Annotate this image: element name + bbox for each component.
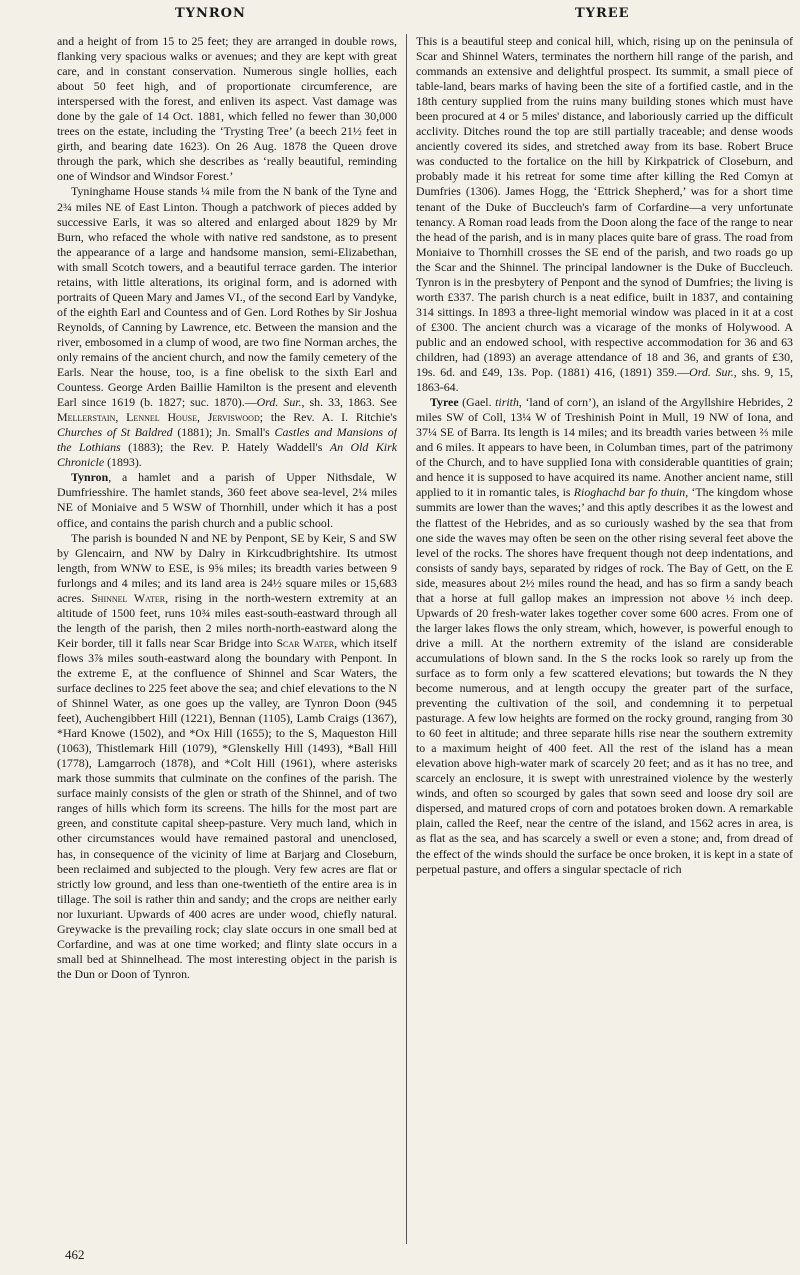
text: and a height of from 15 to 25 feet; they are arranged in double rows, flanking very spacious walks or avenues; and they are kept with great care, and in constant conservation. Numerous single hollies, each about 50 feet high, and of proportionate circumference, are interspersed with the forest, and enliven its aspect. Vast damage was done by the gale of 14 Oct. 1881, which felled no fewer than 30,000 trees on the estate, including the ‘Trysting Tree’ (a beech 21½ feet in girth, and bearing date 1623). On 26 Aug. 1878 the Queen drove through the park, which she describes as ‘really beautiful, reminding one of Windsor and Windsor Forest.’: [57, 34, 397, 184]
text: , ‘land of corn’), an island of the Argyllshire Hebrides, 2 miles SW of Coll, 13¼ W of Treshinish Point in Mull, 19 NW of Iona, and 37¼ SE of Barra. Its length is 14 miles; and its breadth varies between ⅔ mile and 6 miles. It appears to have been, in Columban times, part of the patrimony of the Church, and to have supplied Iona with considerable quantities of grain; and hence it is supposed to have acquired its name. Another ancient name, still applied to it in romantic tales, is: [416, 395, 793, 500]
book-title: Churches of St Baldred: [57, 425, 173, 440]
text: (1893).: [104, 455, 142, 470]
text: ; the Rev. A. I. Ritchie's: [259, 410, 397, 425]
paragraph: [57, 531, 397, 982]
left-column: [57, 34, 397, 1239]
entry-paragraph: [57, 470, 397, 530]
paragraph: [416, 34, 793, 395]
text: (Gael.: [458, 395, 496, 410]
gaelic-term: tirith: [495, 395, 519, 410]
headword: Tynron: [71, 470, 109, 485]
running-header: [0, 6, 800, 32]
paragraph: [57, 34, 397, 184]
text: , ‘The kingdom whose summits are lower than the waves;’ and this aptly describes it as the lowest and the flattest of the Hebrides, and as so curiously washed by the sea that from one side the waves may often be seen on the other rising several feet above the level of the rocks. The shores have frequent though not deep indentations, and consists of sandy bays, separated by ridges of rock. The Bay of Gett, on the E side, measures about 2½ miles round the head, and has so firm a sandy beach that a horse at full gallop makes an impression not above ½ inch deep. Upwards of 20 fresh-water lakes together cover some 600 acres. From one of the larger lakes flows the only stream, which, however, is powerful enough to drive a mill. At the northern extremity of the island are considerable accumulations of blown sand. In the S the rocks look so rarely up from the surface as to form only a few scattered elevations; but towards the N they become numerous, and at length occupy the greater part of the surface, preventing the cultivation of the soil, and condemning it to perpetual pasturage. A few low heights are formed on the rocky ground, ranging from 30 to 60 feet in altitude; and three separate hills rise near the southern extremity to a maximum height of 400 feet. All the rest of the island has a mean elevation above high-water mark of scarcely 20 feet; and as it has no tree, and scarcely an enclosure, it is swept with unrestrained violence by the westerly winds, and often so scourged by gales that sown seed and loose dry soil are dispersed, and matured crops of corn and potatoes broken down. A remarkable plain, called the Reef, near the centre of the island, and 1562 acres in area, is as flat as the sea, and has scarcely a swell or even a stone; and, from dread of the effect of the winds should the surface be once broken, it is kept in a state of perpetual pasture, and offers a singular spectacle of rich: [416, 485, 793, 876]
entry-paragraph: [416, 395, 793, 877]
text: , a hamlet and a parish of Upper Nithsdale, W Dumfriesshire. The hamlet stands, 360 feet above sea-level, 2¼ miles NE of Moniaive and 5 WSW of Thornhill, under which it has a post office, and contains the parish church and a public school.: [57, 470, 397, 530]
page-number: 462: [65, 1247, 85, 1262]
column-divider: [406, 34, 407, 1244]
right-column: [416, 34, 793, 1239]
header-right-title: TYREE: [575, 6, 630, 21]
ordnance-survey-ref: Ord. Sur.: [256, 395, 302, 410]
gaelic-term: Rioghachd bar fo thuin: [573, 485, 686, 500]
text: (1881); Jn. Small's: [172, 425, 275, 440]
text: , sh. 33, 1863. See: [301, 395, 397, 410]
cross-reference: Mellerstain, Lennel House, Jerviswood: [57, 410, 260, 425]
header-left-title: TYNRON: [175, 6, 246, 21]
text: Tyninghame House stands ¼ mile from the N bank of the Tyne and 2¾ miles NE of East Linton. Though a patchwork of pieces added by successive Earls, it was so altered and enlarged about 1829 by Mr Burn, who refaced the whole with native red sandstone, as to present the appearance of a large and handsome mansion, semi-Elizabethan, with small Scotch towers, and a beautiful terrace garden. The interior retains, with little alterations, its original form, and is adorned with portraits of Queen Mary and James VI., of the second Earl by Vandyke, of the eighth Earl and Countess and of Gen. Lord Rothes by Sir Joshua Reynolds, of Canning by Lawrence, etc. Between the mansion and the river, embosomed in a clump of wood, are two fine Norman arches, the only remains of the ancient church, and now the family cemetery of the Earls. Near the house, too, is a fine obelisk to the sixth Earl and Countess. George Arden Baillie Hamilton is the present and eleventh Earl since 1619 (b. 1827; suc. 1870).—: [57, 184, 397, 410]
text: This is a beautiful steep and conical hill, which, rising up on the peninsula of Scar and Shinnel Waters, terminates the northern hill range of the parish, and commands an extensive and delightful prospect. Its summit, a small piece of table-land, bears marks of having been the site of a fortified castle, and in the 18th century supplied from the ruins many building stones which must have been procured at 4 or 5 miles' distance, and laboriously carried up the difficult acclivity. Ditches round the top are still partially traceable; and dense woods anciently covered its sides, and stretched away from its base. Robert Bruce was conducted to the fortalice on the hill by Kirkpatrick of Closeburn, and probably made it his retreat for some time after killing the Red Comyn at Dumfries (1306). James Hogg, the ‘Ettrick Shepherd,’ was for a short time tenant of the Duke of Buccleuch's farm of Corfardine—a very unfortunate tenancy. A Roman road leads from the Doon along the face of the range to near the head of the parish, and is in many places quite bare of grass. The road from Moniaive to Thornhill crosses the SE end of the parish, and two roads go up the Scar and the Shinnel. The principal landowner is the Duke of Buccleuch. Tynron is in the presbytery of Penpont and the synod of Dumfries; the living is worth £337. The parish church is a neat edifice, built in 1837, and containing 314 sittings. In 1893 a three-light memorial window was placed in it at a cost of £300. The ancient church was a vicarage of the monks of Holywood. A public and an endowed school, with respective accommodation for 36 and 63 children, had (1893) an average attendance of 18 and 36, and grants of £30, 19s. 6d. and £49, 13s. Pop. (1881) 416, (1891) 359.—: [416, 34, 793, 380]
ordnance-survey-ref: Ord. Sur.: [689, 365, 734, 380]
book-title: Castles and Mansions of the Lothians: [57, 425, 397, 455]
text: , which itself flows 3⅞ miles south-eastward along the boundary with Penpont. In the extreme E, at the confluence of Shinnel and Scar Waters, the surface declines to 225 feet above the sea; and chief elevations to the N of Shinnel Water, as one goes up the valley, are Tynron Doon (945 feet), Auchengibbert Hill (1221), Bennan (1105), Lamb Craigs (1367), *Hard Knowe (1502), and *Ox Hill (1655); to the S, Maqueston Hill (1063), Thistlemark Hill (1079), *Glenskelly Hill (1493), *Ball Hill (1778), Lamgarroch (1878), and *Colt Hill (1961), where asterisks mark those summits that culminate on the confines of the parish. The surface mainly consists of the glen or strath of the Shinnel, and of two ranges of hills which form its screens. The hills for the most part are green, and constitute capital sheep-pasture. Very much land, which in other circumstances would have remained pastoral and unenclosed, has, in consequence of the vicinity of lime at Barjarg and Closeburn, been reclaimed and subjected to the plough. Very few acres are flat or strictly low ground, and less than one-twentieth of the entire area is in tillage. The soil is rather thin and sandy; and the crops are neither early nor luxuriant. Upwards of 400 acres are under wood, chiefly natural. Greywacke is the prevailing rock; clay slate occurs in one small bed at Corfardine, and was at one time worked; and flinty slate occurs in a small bed at Shinnelhead. The most interesting object in the parish is the Dun or Doon of Tynron.: [57, 635, 397, 981]
cross-reference: Shinnel Water: [91, 590, 166, 605]
paragraph: [57, 184, 397, 470]
text: The parish is bounded N and NE by Penpont, SE by Keir, S and SW by Glencairn, and NW by Dalry in Kirkcudbrightshire. Its utmost length, from WNW to ESE, is 9⅝ miles; its breadth varies between 9 furlongs and 4 miles; and its land area is 24½ square miles or 15,683 acres.: [57, 530, 397, 605]
text: , shs. 9, 15, 1863-64.: [416, 365, 793, 395]
headword: Tyree: [430, 395, 459, 410]
cross-reference: Scar Water: [276, 635, 335, 650]
text: (1883); the Rev. P. Hately Waddell's: [120, 440, 330, 455]
book-title: An Old Kirk Chronicle: [57, 440, 397, 470]
text: , rising in the north-western extremity at an altitude of 1500 feet, runs 10¾ miles east-south-eastward through all the length of the parish, then 2 miles north-north-eastward along the Keir border, till it falls near Scar Bridge into: [57, 590, 397, 650]
